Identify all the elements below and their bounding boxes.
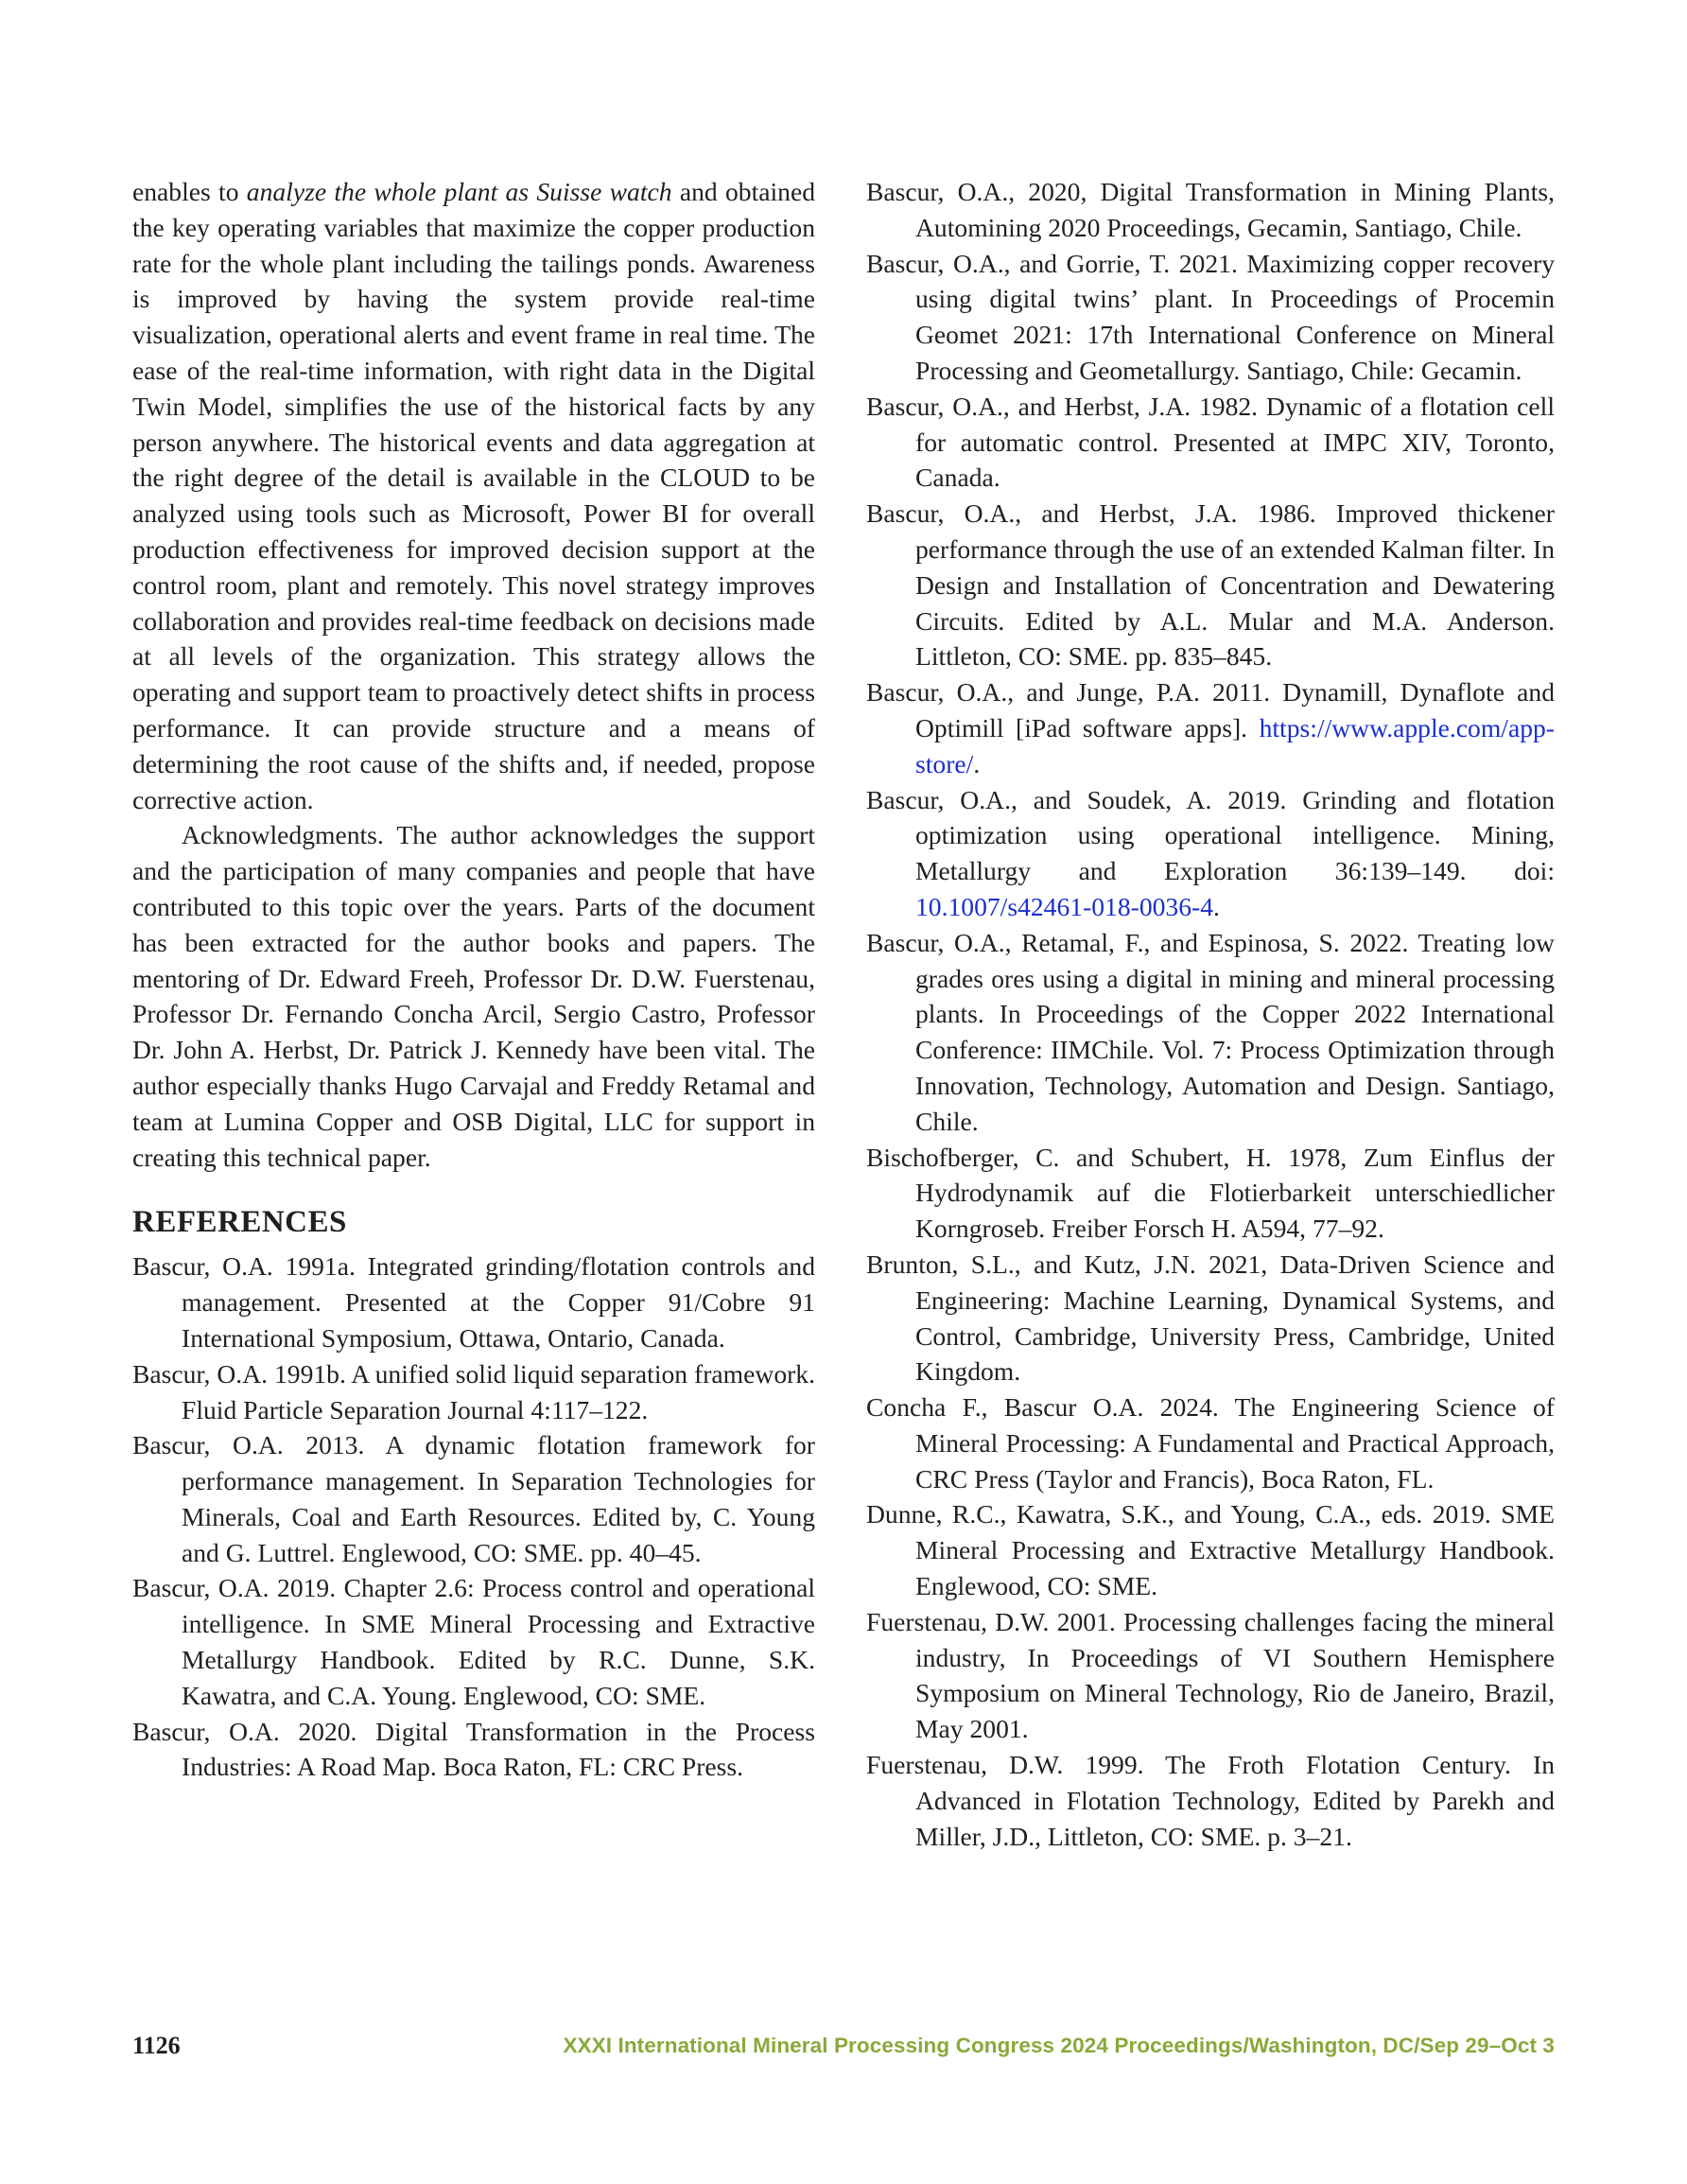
reference-text: Bascur, O.A., and Soudek, A. 2019. Grinding and flotation optimization using operational intelligence. Mining, Metallurgy and Exploration 36:139–149. doi: <box>866 784 1555 886</box>
reference-text: Bascur, O.A., and Junge, P.A. 2011. Dynamill, Dynaflote and Optimill [iPad software apps]. <box>866 677 1555 743</box>
reference-item: Brunton, S.L., and Kutz, J.N. 2021, Data-Driven Science and Engineering: Machine Learning, Dynamical Systems, and Control, Cambridge, University Press, Cambridge, United Kingdom. <box>866 1249 1555 1387</box>
reference-item: Bascur, O.A., Retamal, F., and Espinosa, S. 2022. Treating low grades ores using a digital in mining and mineral processing plants. In Proceedings of the Copper 2022 International Conference: IIMChile. Vol. 7: Process Optimization through Innovation, Technology, Automation and Design. Santiago, Chile. <box>866 927 1555 1136</box>
references-heading: REFERENCES <box>132 1205 347 1240</box>
running-footer-title: XXXI International Mineral Processing Congress 2024 Proceedings/Washington, DC/Sep 29–Oct 3 <box>563 2034 1555 2057</box>
body-paragraph <box>132 174 815 817</box>
right-column <box>866 174 1555 1854</box>
body-text-rest: and obtained the key operating variables that maximize the copper production rate for the whole plant including the tailings ponds. Awareness is improved by having the system provide real-time visualization, operational alerts and event frame in real time. The ease of the real-time information, with right data in the Digital Twin Model, simplifies the use of the historical facts by any person anywhere. The historical events and data aggregation at the right degree of the detail is available in the CLOUD to be analyzed using tools such as Microsoft, Power BI for overall production effectiveness for improved decision support at the control room, plant and remotely. This novel strategy improves collaboration and provides real-time feedback on decisions made at all levels of the organization. This strategy allows the operating and support team to proactively detect shifts in process performance. It can provide structure and a means of determining the root cause of the shifts and, if needed, propose corrective action. <box>132 177 815 814</box>
body-text-start: enables to <box>132 177 247 206</box>
reference-item: Bascur, O.A. 1991a. Integrated grinding/flotation controls and management. Presented at the Copper 91/Cobre 91 International Symposium, Ottawa, Ontario, Canada. <box>132 1251 815 1353</box>
reference-item: Bischofberger, C. and Schubert, H. 1978, Zum Einflus der Hydrodynamik auf die Flotierbarkeit unterschiedlicher Korngroseb. Freiber Forsch H. A594, 77–92. <box>866 1142 1555 1244</box>
doi-link[interactable]: 10.1007/s42461-018-0036-4 <box>915 891 1214 921</box>
reference-item-with-doi <box>866 782 1555 925</box>
reference-item: Bascur, O.A. 1991b. A unified solid liquid separation framework. Fluid Particle Separation Journal 4:117–122. <box>132 1358 815 1424</box>
reference-item: Bascur, O.A., and Gorrie, T. 2021. Maximizing copper recovery using digital twins’ plant. In Proceedings of Procemin Geomet 2021: 17th International Conference on Mineral Processing and Geometallurgy. Santiago, Chile: Gecamin. <box>866 248 1555 385</box>
reference-item: Fuerstenau, D.W. 2001. Processing challenges facing the mineral industry, In Proceedings of VI Southern Hemisphere Symposium on Mineral Technology, Rio de Janeiro, Brazil, May 2001. <box>866 1606 1555 1744</box>
page-footer <box>132 2032 1555 2066</box>
reference-item: Concha F., Bascur O.A. 2024. The Engineering Science of Mineral Processing: A Fundamental and Practical Approach, CRC Press (Taylor and Francis), Boca Raton, FL. <box>866 1392 1555 1494</box>
reference-text-end: . <box>1213 891 1220 921</box>
reference-item: Bascur, O.A., and Herbst, J.A. 1982. Dynamic of a flotation cell for automatic control. Presented at IMPC XIV, Toronto, Canada. <box>866 391 1555 493</box>
reference-text-end: . <box>973 748 981 778</box>
reference-item: Bascur, O.A. 2019. Chapter 2.6: Process control and operational intelligence. In SME Mineral Processing and Extractive Metallurgy Handbook. Edited by R.C. Dunne, S.K. Kawatra, and C.A. Young. Englewood, CO: SME. <box>132 1573 815 1710</box>
reference-item: Fuerstenau, D.W. 1999. The Froth Flotation Century. In Advanced in Flotation Technology, Edited by Parekh and Miller, J.D., Littleton, CO: SME. p. 3–21. <box>866 1750 1555 1851</box>
reference-item: Bascur, O.A. 2013. A dynamic flotation framework for performance management. In Separation Technologies for Minerals, Coal and Earth Resources. Edited by, C. Young and G. Luttrel. Englewood, CO: SME. pp. 40–45. <box>132 1430 815 1567</box>
reference-item: Bascur, O.A. 2020. Digital Transformation in the Process Industries: A Road Map. Boca Raton, FL: CRC Press. <box>132 1716 815 1782</box>
reference-item: Bascur, O.A., and Herbst, J.A. 1986. Improved thickener performance through the use of an extended Kalman filter. In Design and Installation of Concentration and Dewatering Circuits. Edited by A.L. Mular and M.A. Anderson. Littleton, CO: SME. pp. 835–845. <box>866 498 1555 672</box>
reference-item: Bascur, O.A., 2020, Digital Transformation in Mining Plants, Automining 2020 Proceedings, Gecamin, Santiago, Chile. <box>866 177 1555 242</box>
reference-item: Dunne, R.C., Kawatra, S.K., and Young, C.A., eds. 2019. SME Mineral Processing and Extractive Metallurgy Handbook. Englewood, CO: SME. <box>866 1499 1555 1601</box>
left-column <box>132 174 815 1785</box>
acknowledgments-paragraph: Acknowledgments. The author acknowledges the support and the participation of many companies and people that have contributed to this topic over the years. Parts of the document has been extracted for the author books and papers. The mentoring of Dr. Edward Freeh, Professor Dr. D.W. Fuerstenau, Professor Dr. Fernando Concha Arcil, Sergio Castro, Professor Dr. John A. Herbst, Dr. Patrick J. Kennedy have been vital. The author especially thanks Hugo Carvajal and Freddy Retamal and team at Lumina Copper and OSB Digital, LLC for support in creating this technical paper. <box>132 820 815 1172</box>
reference-item-with-link <box>866 674 1555 781</box>
page-number: 1126 <box>132 2032 181 2059</box>
emphasis-text: analyze the whole plant as Suisse watch <box>246 177 672 206</box>
app-store-link[interactable]: https://www.apple.com/app-store/ <box>915 712 1555 778</box>
